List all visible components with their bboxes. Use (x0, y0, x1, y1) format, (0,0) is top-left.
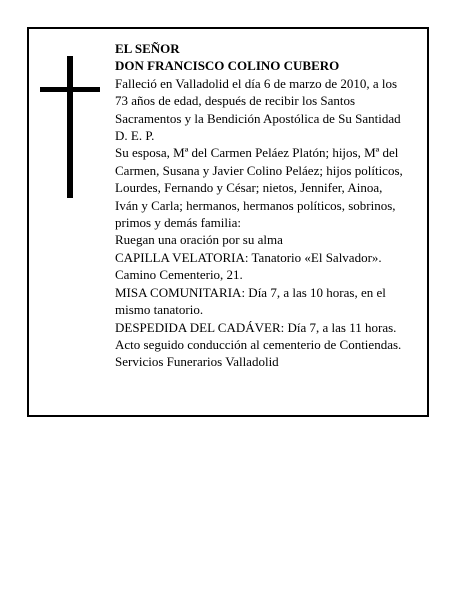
family-text-line: Carmen, Susana y Javier Colino Peláez; hijos políticos, (115, 162, 403, 178)
chapel-text-line: CAPILLA VELATORIA: Tanatorio «El Salvador». (115, 249, 382, 265)
cross-vertical-bar (67, 56, 73, 198)
family-text-line: Su esposa, Mª del Carmen Peláez Platón; hijos, Mª del (115, 145, 399, 161)
death-text-line: 73 años de edad, después de recibir los Santos (115, 93, 356, 109)
notice-heading-title: EL SEÑOR (115, 41, 180, 56)
cross-horizontal-bar (40, 87, 100, 92)
farewell-text-line: DESPEDIDA DEL CADÁVER: Día 7, a las 11 horas. (115, 319, 397, 335)
family-text-line: Lourdes, Fernando y César; nietos, Jennifer, Ainoa, (115, 180, 383, 196)
funeral-services-text: Servicios Funerarios Valladolid (115, 354, 279, 370)
mass-text-line: mismo tanatorio. (115, 302, 204, 318)
notice-heading-name: DON FRANCISCO COLINO CUBERO (115, 58, 340, 74)
death-text-line: Falleció en Valladolid el día 6 de marzo de 2010, a los (115, 75, 398, 91)
notice-text (115, 40, 423, 371)
death-text-line: Sacramentos y la Bendición Apostólica de Su Santidad (115, 110, 401, 126)
cross-icon (40, 56, 100, 198)
farewell-text-line: Acto seguido conducción al cementerio de Contiendas. (115, 336, 402, 352)
family-text-line: primos y demás familia: (115, 215, 242, 231)
mass-text-line: MISA COMUNITARIA: Día 7, a las 10 horas, en el (115, 284, 386, 300)
rip-text: D. E. P. (115, 128, 155, 144)
family-text-line: Iván y Carla; hermanos, hermanos políticos, sobrinos, (115, 197, 396, 213)
prayer-text: Ruegan una oración por su alma (115, 232, 283, 248)
chapel-text-line: Camino Cementerio, 21. (115, 267, 243, 283)
obituary-notice (27, 27, 429, 417)
